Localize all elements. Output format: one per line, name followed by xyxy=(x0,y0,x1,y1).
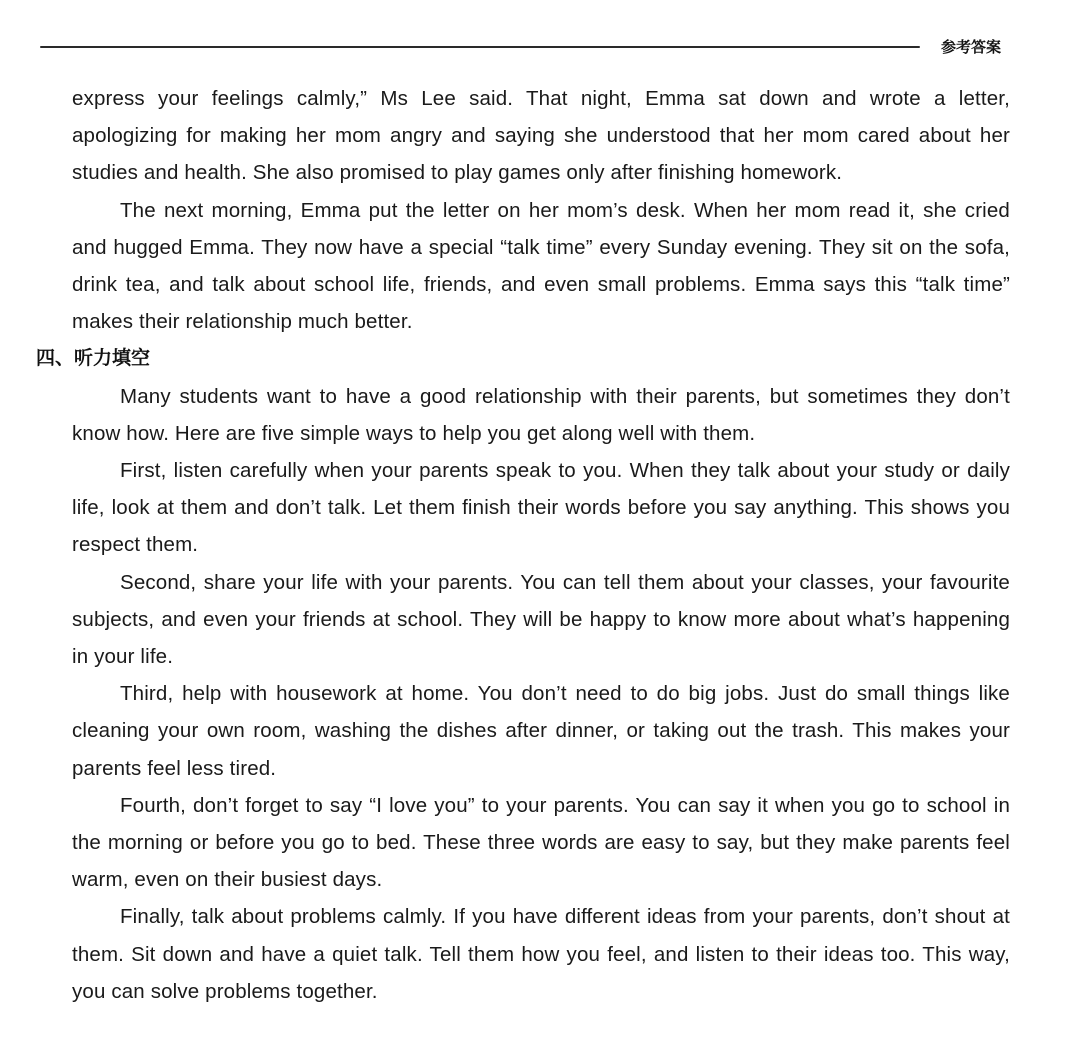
listening-paragraph-first: First, listen carefully when your parents speak to you. When they talk about your study or daily life, look at them and don’t talk. Let them finish their words before you say anything. This shows you respect them. xyxy=(72,459,1010,557)
listening-paragraph-intro: Many students want to have a good relationship with their parents, but sometimes they don’t know how. Here are five simple ways to help you get along well with them. xyxy=(72,384,1010,445)
page-content xyxy=(36,80,1010,1010)
listening-paragraph-finally: Finally, talk about problems calmly. If you have different ideas from your parents, don’t shout at them. Sit down and have a quiet talk. Tell them how you feel, and listen to their ideas too. This way, you can solve problems together. xyxy=(72,905,1010,1003)
listening-paragraph-second: Second, share your life with your parents. You can tell them about your classes, your favourite subjects, and even your friends at school. They will be happy to know more about what’s happening in your life. xyxy=(72,570,1010,669)
story-paragraph-1: express your feelings calmly,” Ms Lee said. That night, Emma sat down and wrote a letter, apologizing for making her mom angry and saying she understood that her mom cared about her studies and health. She also promised to play games only after finishing homework. xyxy=(72,87,1010,185)
section-heading-listening-fill-in: 四、听力填空 xyxy=(36,347,151,370)
listening-paragraph-fourth: Fourth, don’t forget to say “I love you” to your parents. You can say it when you go to school in the morning or before you go to bed. These three words are easy to say, but they make parents feel warm, even on their busiest days. xyxy=(72,793,1010,892)
page-header xyxy=(0,0,1080,70)
listening-paragraph-third: Third, help with housework at home. You don’t need to do big jobs. Just do small things like cleaning your own room, washing the dishes after dinner, or taking out the trash. This makes your parents feel less tired. xyxy=(72,682,1010,780)
header-label: 参考答案 xyxy=(941,38,1002,56)
story-paragraph-2: The next morning, Emma put the letter on her mom’s desk. When her mom read it, she cried and hugged Emma. They now have a special “talk time” every Sunday evening. They sit on the sofa, drink tea, and talk about school life, friends, and even small problems. Emma says this “talk time” makes their relationship much better. xyxy=(72,198,1010,334)
header-rule xyxy=(40,46,920,48)
